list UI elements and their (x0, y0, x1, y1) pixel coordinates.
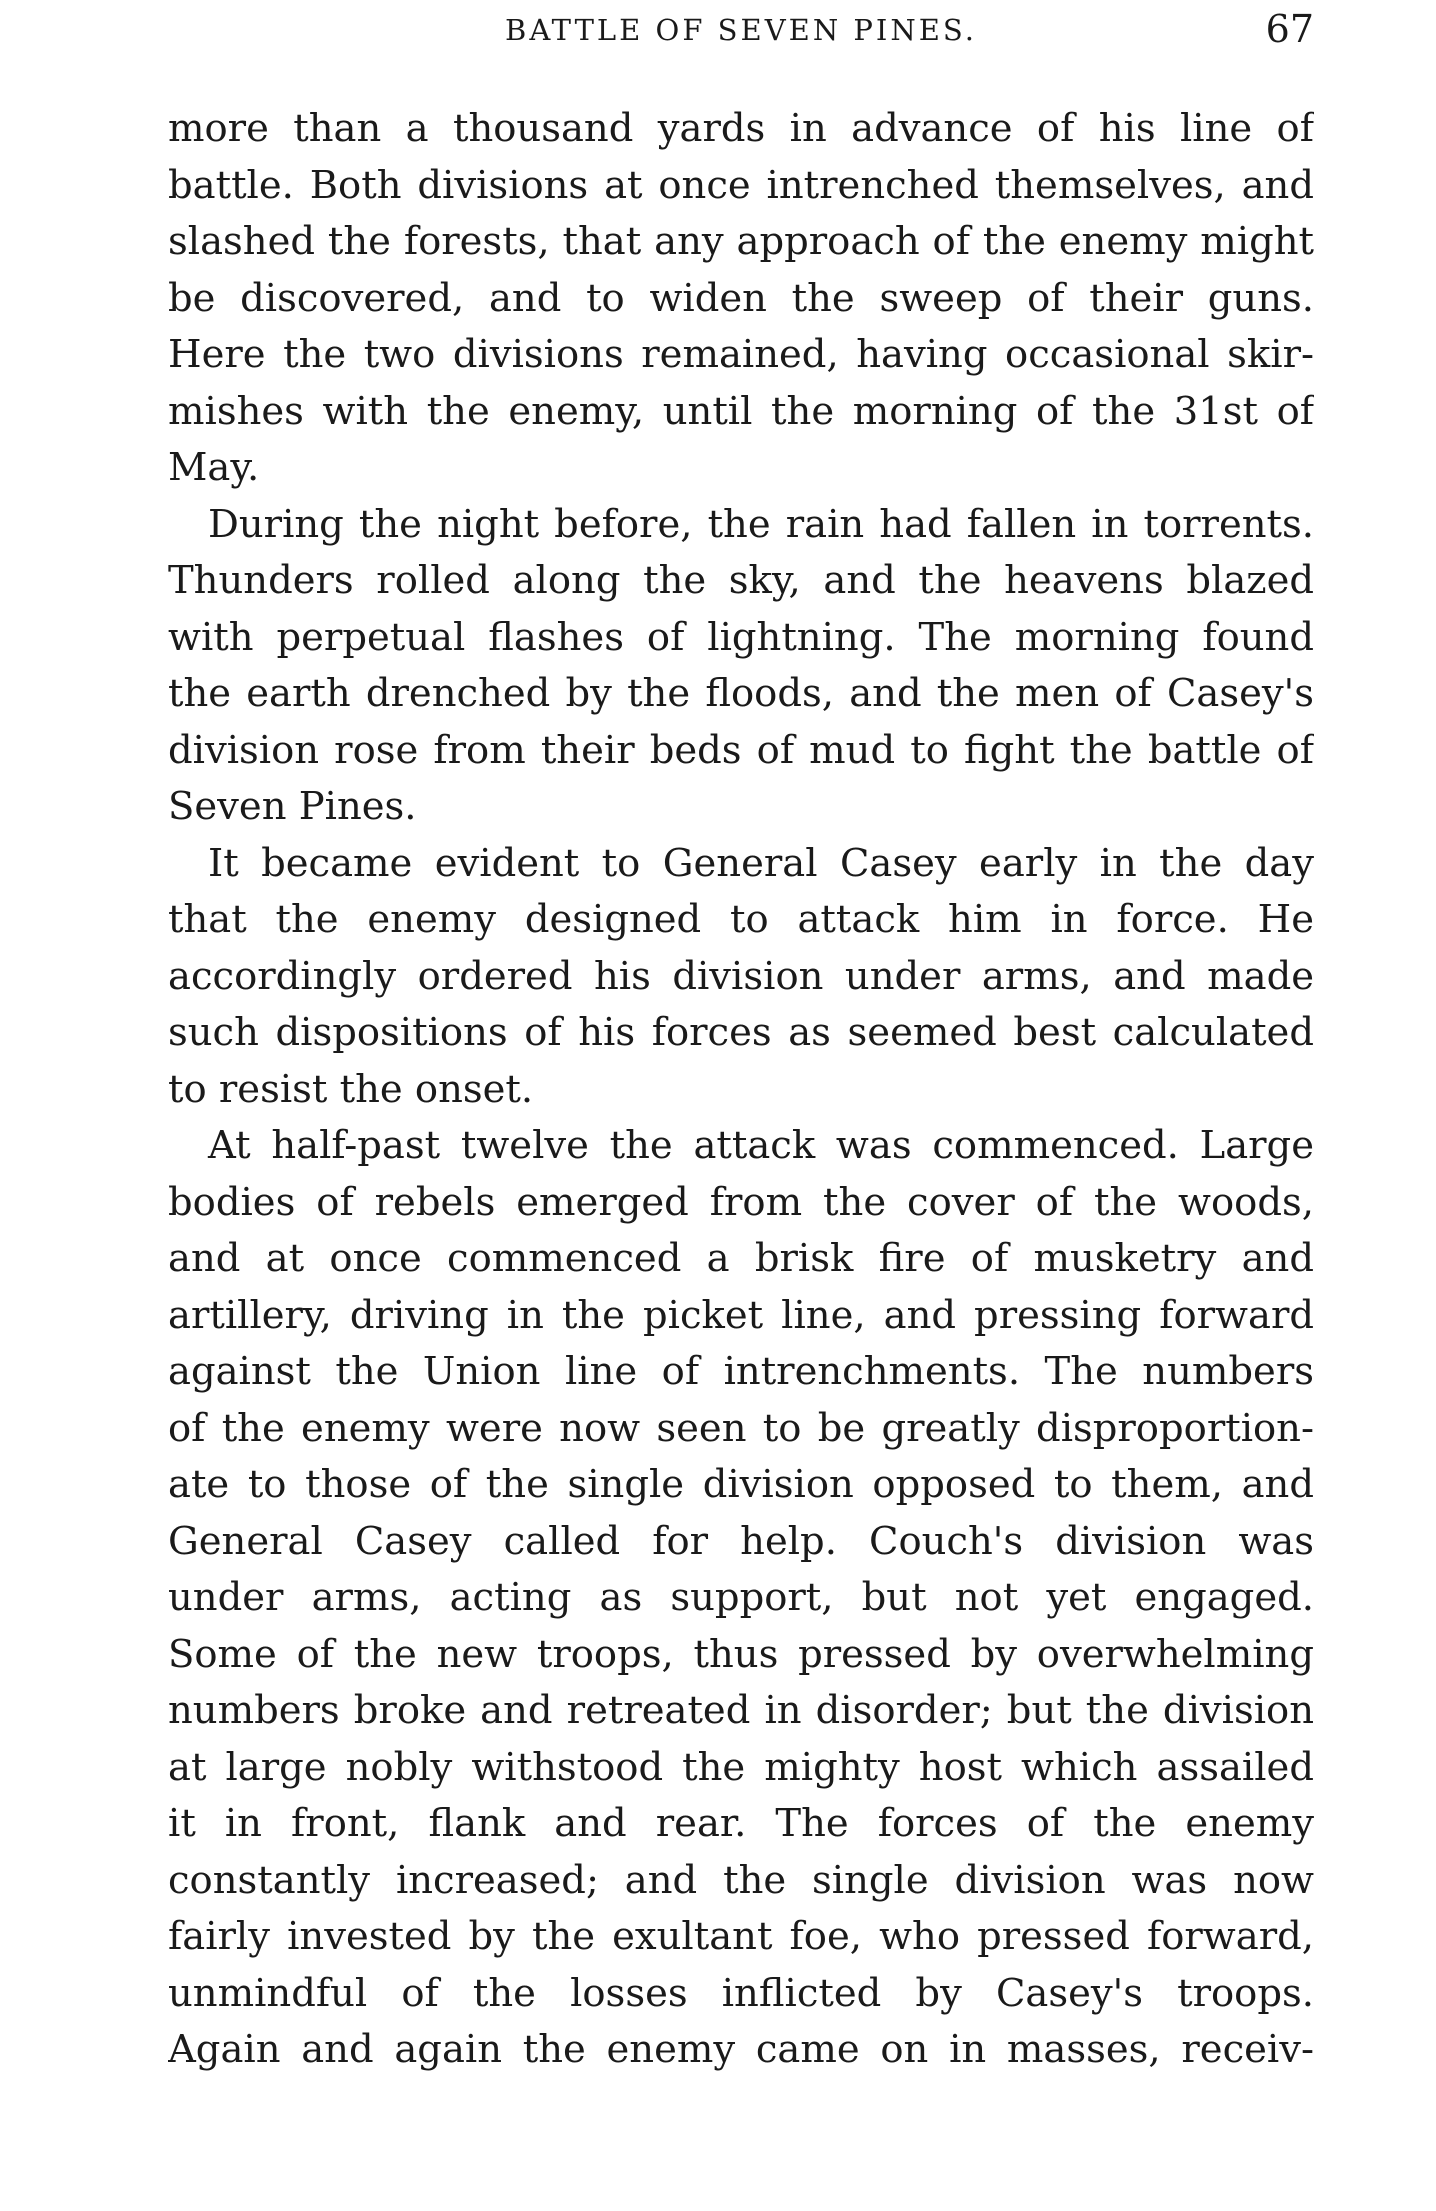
text-line: ate to those of the single division opposed to them, and (168, 1462, 1314, 1507)
text-line: be discovered, and to widen the sweep of their guns. (168, 275, 1314, 321)
text-line: constantly increased; and the single division was now (168, 1857, 1314, 1903)
text-line: that the enemy designed to attack him in force. He (168, 897, 1314, 942)
text-line: and at once commenced a brisk fire of musketry and (168, 1236, 1314, 1281)
text-line: more than a thousand yards in advance of his line of (168, 106, 1314, 151)
text-line: At half-past twelve the attack was commenced. Large (208, 1123, 1314, 1168)
text-line: division rose from their beds of mud to fight the battle of (168, 727, 1314, 773)
paragraph (168, 497, 1314, 836)
text-line: Again and again the enemy came on in masses, receiv- (168, 2027, 1314, 2072)
text-line: Some of the new troops, thus pressed by overwhelming (168, 1631, 1314, 1677)
text-line: with perpetual flashes of lightning. The morning found (168, 614, 1314, 660)
text-line: During the night before, the rain had fallen in torrents. (208, 501, 1314, 547)
text-line: to resist the onset. (168, 1066, 534, 1112)
text-line: slashed the forests, that any approach of the enemy might (168, 219, 1314, 264)
paragraph (168, 836, 1314, 1119)
text-line: May. (168, 445, 260, 490)
text-line: against the Union line of intrenchments. The numbers (168, 1349, 1314, 1394)
text-line: It became evident to General Casey early in the day (208, 840, 1314, 886)
text-line: unmindful of the losses inflicted by Casey's troops. (168, 1970, 1314, 2016)
text-line: mishes with the enemy, until the morning of the 31st of (168, 388, 1314, 434)
text-line: Here the two divisions remained, having occasional skir- (168, 332, 1314, 377)
text-line: accordingly ordered his division under arms, and made (168, 953, 1314, 999)
text-line: fairly invested by the exultant foe, who pressed forward, (168, 1914, 1314, 1959)
text-line: General Casey called for help. Couch's division was (168, 1518, 1314, 1564)
text-line: the earth drenched by the floods, and the men of Casey's (168, 671, 1314, 716)
running-head (168, 8, 1314, 68)
paragraph (168, 101, 1314, 497)
text-line: artillery, driving in the picket line, and pressing forward (168, 1292, 1314, 1338)
paragraph (168, 1118, 1314, 2079)
text-line: bodies of rebels emerged from the cover of the woods, (168, 1179, 1314, 1225)
text-line: at large nobly withstood the mighty host which assailed (168, 1744, 1314, 1790)
text-line: under arms, acting as support, but not yet engaged. (168, 1575, 1314, 1620)
text-line: numbers broke and retreated in disorder; but the division (168, 1688, 1314, 1733)
text-line: it in front, flank and rear. The forces of the enemy (168, 1801, 1314, 1846)
text-line: such dispositions of his forces as seemed best calculated (168, 1010, 1314, 1055)
text-line: battle. Both divisions at once intrenched themselves, and (168, 162, 1314, 208)
text-line: Seven Pines. (168, 784, 417, 829)
text-line: Thunders rolled along the sky, and the heavens blazed (168, 558, 1314, 603)
page-number: 67 (1265, 7, 1314, 51)
body-text (168, 101, 1314, 2079)
text-line: of the enemy were now seen to be greatly disproportion- (168, 1405, 1314, 1451)
running-title: BATTLE OF SEVEN PINES. (505, 13, 977, 47)
